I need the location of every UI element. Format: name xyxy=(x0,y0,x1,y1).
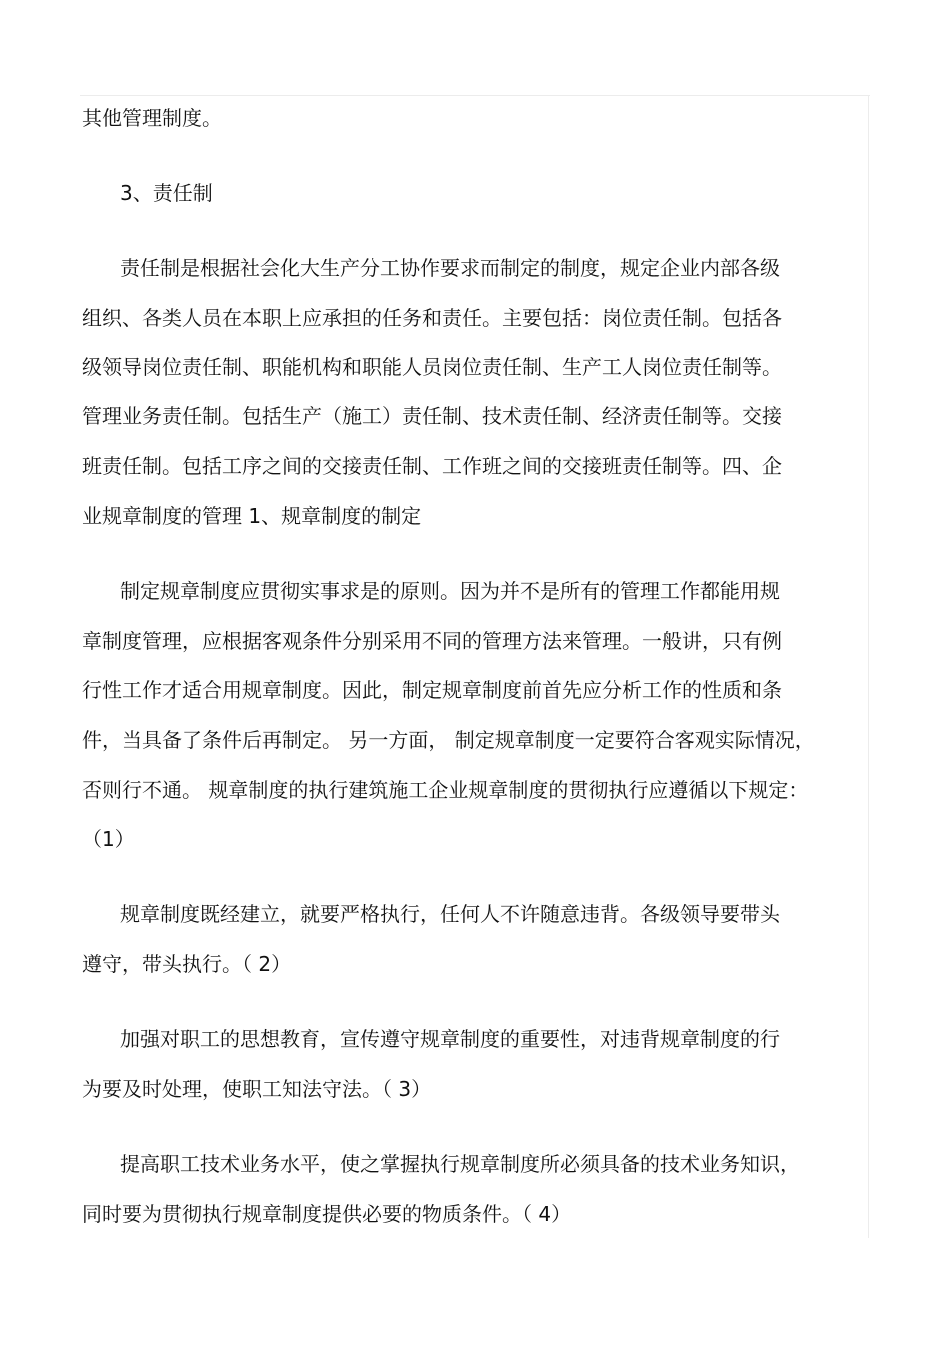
text-line: 为要及时处理，使职工知法守法。（ 3） xyxy=(82,1077,432,1101)
text-line: 级领导岗位责任制、职能机构和职能人员岗位责任制、生产工人岗位责任制等。 xyxy=(82,355,782,379)
section-heading: 3、责任制 xyxy=(120,181,213,205)
page-border-top xyxy=(80,95,870,96)
text-line: 业规章制度的管理 1、规章制度的制定 xyxy=(82,504,422,528)
text-line: 同时要为贯彻执行规章制度提供必要的物质条件。（ 4） xyxy=(82,1202,572,1226)
text-line: 规章制度既经建立，就要严格执行，任何人不许随意违背。各级领导要带头 xyxy=(120,902,780,926)
text-line: 章制度管理，应根据客观条件分别采用不同的管理方法来管理。一般讲，只有例 xyxy=(82,629,782,653)
text-line: 班责任制。包括工序之间的交接责任制、工作班之间的交接班责任制等。四、企 xyxy=(82,454,782,478)
text-line: （1） xyxy=(82,827,135,851)
text-line: 否则行不通。 规章制度的执行建筑施工企业规章制度的贯彻执行应遵循以下规定： xyxy=(82,778,809,802)
text-line: 行性工作才适合用规章制度。因此，制定规章制度前首先应分析工作的性质和条 xyxy=(82,678,782,702)
text-line: 其他管理制度。 xyxy=(82,106,222,130)
text-line: 件，当具备了条件后再制定。 另一方面， 制定规章制度一定要符合客观实际情况， xyxy=(82,728,815,752)
text-line: 管理业务责任制。包括生产（施工）责任制、技术责任制、经济责任制等。交接 xyxy=(82,404,782,428)
text-line: 组织、各类人员在本职上应承担的任务和责任。主要包括：岗位责任制。包括各 xyxy=(82,306,782,330)
text-line: 提高职工技术业务水平，使之掌握执行规章制度所必须具备的技术业务知识， xyxy=(120,1152,800,1176)
page-border-right xyxy=(868,95,869,1238)
text-line: 制定规章制度应贯彻实事求是的原则。因为并不是所有的管理工作都能用规 xyxy=(120,579,780,603)
text-line: 加强对职工的思想教育，宣传遵守规章制度的重要性，对违背规章制度的行 xyxy=(120,1027,780,1051)
text-line: 责任制是根据社会化大生产分工协作要求而制定的制度，规定企业内部各级 xyxy=(120,256,780,280)
text-line: 遵守，带头执行。（ 2） xyxy=(82,952,292,976)
